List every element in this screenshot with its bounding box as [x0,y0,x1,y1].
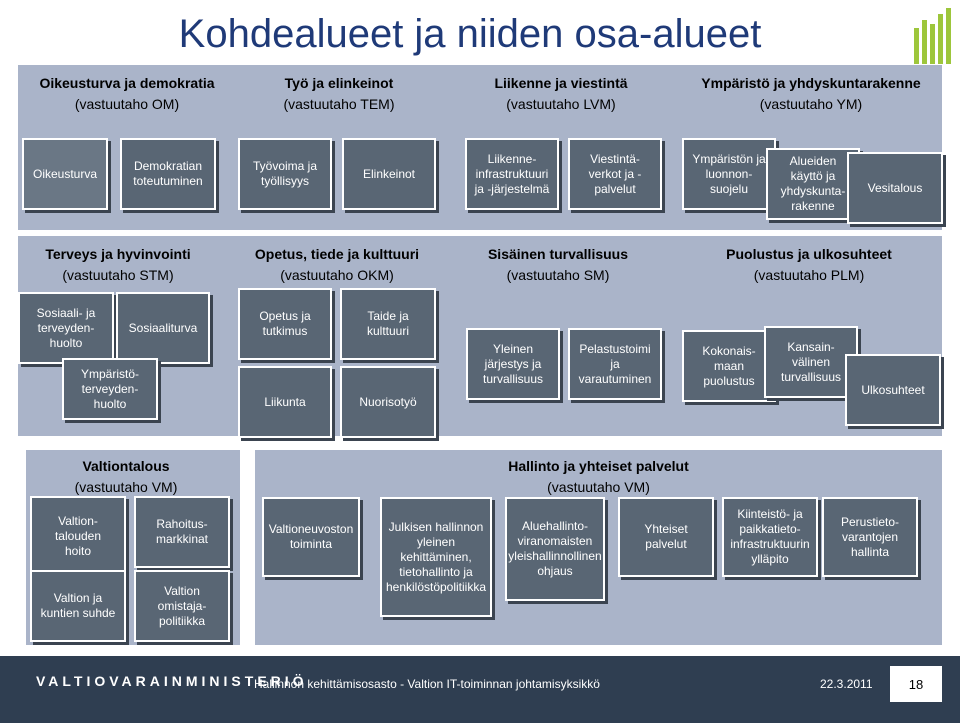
section-header: Puolustus ja ulkosuhteet (vastuutaho PLM) [726,246,892,283]
box-ulkosuhteet: Ulkosuhteet [845,354,941,426]
box-nuorisotyo: Nuorisotyö [340,366,436,438]
box-sosiaaliturva: Sosiaaliturva [116,292,210,364]
page-number: 18 [890,666,942,702]
section-header: Hallinto ja yhteiset palvelut (vastuutaho VM) [508,458,689,495]
box-kansainvalinen-turvallisuus: Kansain- välinen turvallisuus [764,326,858,398]
box-alueiden-kaytto: Alueiden käyttö ja yhdyskunta- rakenne [766,148,860,220]
box-taide-kulttuuri: Taide ja kulttuuri [340,288,436,360]
section-header: Oikeusturva ja demokratia (vastuutaho OM) [39,75,215,112]
box-pelastustoimi: Pelastustoimi ja varautuminen [568,328,662,400]
box-oikeusturva: Oikeusturva [22,138,108,210]
section-header: Valtiontalous (vastuutaho VM) [74,458,178,495]
box-vesitalous: Vesitalous [847,152,943,224]
box-ympariston-suojelu: Ympäristön ja luonnon- suojelu [682,138,776,210]
section-header: Työ ja elinkeinot (vastuutaho TEM) [283,75,395,112]
box-kokonaismaanpuolustus: Kokonais- maan puolustus [682,330,776,402]
footer-date: 22.3.2011 [820,677,873,691]
section-header: Terveys ja hyvinvointi (vastuutaho STM) [45,246,191,283]
box-omistajapolitiikka: Valtion omistaja- politiikka [134,570,230,642]
box-liikenne-infra: Liikenne- infrastruktuuri ja -järjestelmä [465,138,559,210]
ministry-name: VALTIOVARAINMINISTERIÖ [36,673,308,689]
box-ymparistoterveydenhuolto: Ympäristö- terveyden- huolto [62,358,158,420]
box-viestintaverkot: Viestintä- verkot ja - palvelut [568,138,662,210]
box-tyovoima: Työvoima ja työllisyys [238,138,332,210]
box-yleinen-jarjestys: Yleinen järjestys ja turvallisuus [466,328,560,400]
box-perustietovarannot: Perustieto- varantojen hallinta [822,497,918,577]
footer [0,656,960,723]
section-header: Sisäinen turvallisuus (vastuutaho SM) [487,246,629,283]
box-opetus-tutkimus: Opetus ja tutkimus [238,288,332,360]
box-rahoitusmarkkinat: Rahoitus- markkinat [134,496,230,568]
box-valtiontalouden-hoito: Valtion- talouden hoito [30,496,126,576]
box-aluehallintoviranomaiset: Aluehallinto- viranomaisten yleishallinnollinen ohjaus [505,497,605,601]
section-header: Liikenne ja viestintä (vastuutaho LVM) [494,75,628,112]
box-julkisen-hallinnon-kehittaminen: Julkisen hallinnon yleinen kehittäminen, tietohallinto ja henkilöstöpolitiikka [380,497,492,617]
box-valtion-kuntien-suhde: Valtion ja kuntien suhde [30,570,126,642]
box-yhteiset-palvelut: Yhteiset palvelut [618,497,714,577]
section-header: Opetus, tiede ja kulttuuri (vastuutaho OKM) [254,246,420,283]
footer-text: Hallinnon kehittämisosasto - Valtion IT-toiminnan johtamisyksikkö [254,677,600,691]
box-kiinteisto-paikkatieto: Kiinteistö- ja paikkatieto- infrastruktuurin ylläpito [722,497,818,577]
box-liikunta: Liikunta [238,366,332,438]
box-sosiaali-terveydenhuolto: Sosiaali- ja terveyden- huolto [18,292,114,364]
box-demokratian-toteutuminen: Demokratian toteutuminen [120,138,216,210]
section-header: Ympäristö ja yhdyskuntarakenne (vastuutaho YM) [701,75,921,112]
page-title: Kohdealueet ja niiden osa-alueet [178,12,762,56]
box-valtioneuvoston-toiminta: Valtioneuvoston toiminta [262,497,360,577]
box-elinkeinot: Elinkeinot [342,138,436,210]
logo-bars-icon [912,6,958,64]
